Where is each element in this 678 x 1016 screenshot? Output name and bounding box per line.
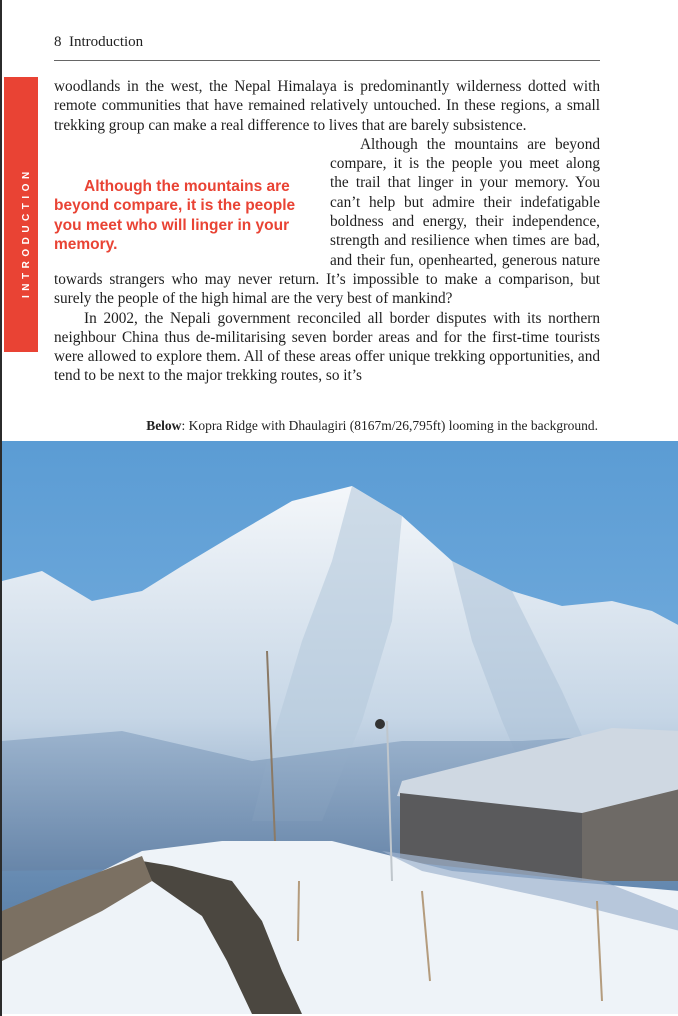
photo-caption [146,418,598,434]
section-title: Introduction [69,34,144,50]
mountain-photo [2,441,678,1014]
book-page [2,0,678,1016]
page-number: 8 [54,34,62,50]
paragraph [54,135,600,309]
caption-text: : Kopra Ridge with Dhaulagiri (8167m/26,795ft) looming in the background. [181,418,598,433]
paragraph: In 2002, the Nepali government reconciled all border disputes with its northern neighbour China thus de-militarising seven border areas and for the first-time tourists were allowed to explore them. All of these areas offer unique trekking opportunities, and tend to be next to the major trekking routes, so it’s [54,309,600,385]
pull-quote: Although the mountains are beyond compare, it is the people you meet who will linger in your memory. [54,177,296,254]
body-text [54,77,600,386]
section-tab-label: INTRODUCTION [21,167,32,298]
header-rule [54,60,600,61]
paragraph-text: Although the mountains are beyond compare, it is the people you meet along the trail that linger in your memory. You can’t help but admire their indefatigable boldness and energy, their independence, strength and resilience when times are bad, and their fun, openhearted, generous nature towards strangers who may never return. It’s impossible to make a comparison, but surely the people of the high himal are the very best of mankind? [54,135,600,308]
paragraph: woodlands in the west, the Nepal Himalaya is predominantly wilderness dotted with remote communities that have remained relatively untouched. In these regions, a small trekking group can make a real difference to lives that are barely subsistence. [54,78,600,134]
caption-label: Below [146,418,182,433]
running-head [54,34,143,51]
